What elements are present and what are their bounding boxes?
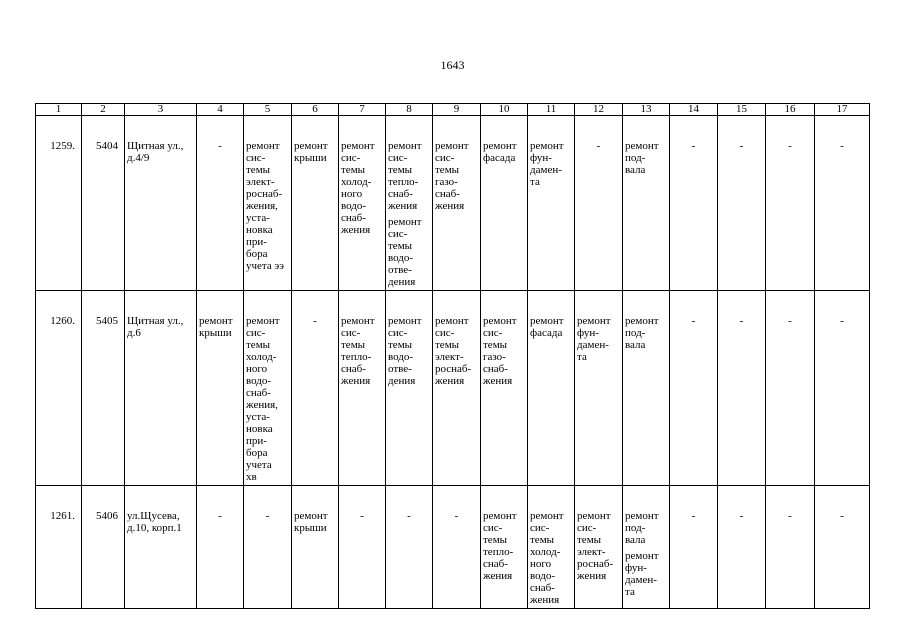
work-cell: [244, 116, 292, 291]
work-line: жения: [435, 375, 465, 387]
work-line: ремонт: [483, 140, 517, 152]
empty-cell: -: [197, 486, 244, 609]
work-cell: [481, 116, 528, 291]
work-line: темы: [530, 534, 555, 546]
work-line: дамен-: [625, 574, 657, 586]
work-line: фасада: [483, 152, 516, 164]
column-number-13: 13: [623, 104, 670, 116]
work-cell: [386, 116, 433, 291]
work-line: вала: [625, 534, 646, 546]
work-line: темы: [483, 534, 508, 546]
address-cell: [125, 116, 197, 291]
work-cell: [197, 291, 244, 486]
work-line: роснаб-: [577, 558, 614, 570]
empty-cell: -: [244, 486, 292, 609]
row-number: 1259.: [36, 116, 82, 291]
row-number: 1260.: [36, 291, 82, 486]
work-line: водо-: [388, 252, 414, 264]
empty-cell: -: [292, 291, 339, 486]
work-line: новка: [246, 224, 273, 236]
work-line: новка: [246, 423, 273, 435]
work-cell: [623, 116, 670, 291]
address-line: д.4/9: [127, 152, 150, 164]
work-cell: [528, 291, 575, 486]
work-line: ремонт: [294, 140, 328, 152]
work-line: ремонт: [294, 510, 328, 522]
column-number-16: 16: [766, 104, 815, 116]
work-line: та: [530, 176, 540, 188]
work-line: крыши: [294, 522, 327, 534]
table-row: [36, 291, 870, 486]
empty-cell: -: [339, 486, 386, 609]
work-line: жения,: [246, 399, 278, 411]
work-line: роснаб-: [435, 363, 472, 375]
work-line: жения: [341, 375, 371, 387]
work-line: уста-: [246, 411, 270, 423]
work-line: крыши: [294, 152, 327, 164]
empty-cell: -: [670, 116, 718, 291]
work-line: темы: [483, 339, 508, 351]
work-line: жения,: [246, 200, 278, 212]
work-line: бора: [246, 447, 268, 459]
work-line: отве-: [388, 264, 412, 276]
work-line: под-: [625, 327, 646, 339]
work-cell: [433, 291, 481, 486]
row-number: 1261.: [36, 486, 82, 609]
column-number-15: 15: [718, 104, 766, 116]
empty-cell: -: [766, 291, 815, 486]
page-number: 1643: [440, 58, 465, 72]
work-line: при-: [246, 435, 267, 447]
work-line: сис-: [435, 327, 455, 339]
work-line: элект-: [246, 176, 275, 188]
column-number-8: 8: [386, 104, 433, 116]
work-cell: [292, 116, 339, 291]
building-code: 5404: [82, 116, 125, 291]
work-line: снаб-: [341, 363, 366, 375]
work-line: снаб-: [388, 188, 413, 200]
work-line: вала: [625, 164, 646, 176]
empty-cell: -: [386, 486, 433, 609]
empty-cell: -: [766, 116, 815, 291]
work-line: ремонт: [577, 315, 611, 327]
work-line: ремонт: [625, 510, 659, 522]
address-line: Щитная ул.,: [127, 315, 184, 327]
work-line: ремонт: [246, 315, 280, 327]
work-line: темы: [388, 164, 413, 176]
empty-cell: -: [718, 486, 766, 609]
work-line: дения: [388, 276, 416, 288]
building-code: 5406: [82, 486, 125, 609]
work-cell: [528, 116, 575, 291]
column-number-10: 10: [481, 104, 528, 116]
work-line: темы: [435, 164, 460, 176]
work-line: ремонт: [530, 315, 564, 327]
address-cell: [125, 486, 197, 609]
work-cell: [339, 291, 386, 486]
work-line: фун-: [530, 152, 552, 164]
work-line: отве-: [388, 363, 412, 375]
empty-cell: -: [433, 486, 481, 609]
column-number-9: 9: [433, 104, 481, 116]
work-line: холод-: [246, 351, 277, 363]
work-line: темы: [388, 240, 413, 252]
empty-cell: -: [718, 291, 766, 486]
work-line: жения: [577, 570, 607, 582]
work-line: сис-: [388, 327, 408, 339]
empty-cell: -: [718, 116, 766, 291]
work-line: сис-: [435, 152, 455, 164]
work-cell: [623, 291, 670, 486]
work-line: сис-: [388, 152, 408, 164]
work-line: крыши: [199, 327, 232, 339]
column-number-6: 6: [292, 104, 339, 116]
empty-cell: -: [815, 486, 870, 609]
work-line: ремонт: [625, 550, 659, 562]
work-line: жения: [483, 375, 513, 387]
work-line: сис-: [577, 522, 597, 534]
work-line: жения: [388, 200, 418, 212]
work-line: ремонт: [199, 315, 233, 327]
work-line: тепло-: [341, 351, 372, 363]
work-line: дения: [388, 375, 416, 387]
work-line: жения: [483, 570, 513, 582]
work-line: сис-: [246, 327, 266, 339]
work-line: сис-: [483, 327, 503, 339]
work-line: ремонт: [483, 510, 517, 522]
work-line: учета ээ: [246, 260, 284, 272]
work-line: ремонт: [246, 140, 280, 152]
work-line: темы: [388, 339, 413, 351]
work-line: снаб-: [530, 582, 555, 594]
work-cell: [386, 291, 433, 486]
work-cell: [528, 486, 575, 609]
work-line: снаб-: [341, 212, 366, 224]
empty-cell: -: [670, 291, 718, 486]
column-number-14: 14: [670, 104, 718, 116]
work-line: снаб-: [483, 363, 508, 375]
work-line: дамен-: [577, 339, 609, 351]
work-line: водо-: [246, 375, 272, 387]
work-line: сис-: [483, 522, 503, 534]
work-line: бора: [246, 248, 268, 260]
work-line: ремонт: [341, 315, 375, 327]
work-line: водо-: [388, 351, 414, 363]
work-line: та: [577, 351, 587, 363]
work-line: элект-: [577, 546, 606, 558]
work-line: под-: [625, 152, 646, 164]
column-number-2: 2: [82, 104, 125, 116]
work-line: снаб-: [435, 188, 460, 200]
address-line: д.6: [127, 327, 141, 339]
empty-cell: -: [766, 486, 815, 609]
work-line: ного: [530, 558, 552, 570]
work-line: ремонт: [341, 140, 375, 152]
work-line: сис-: [530, 522, 550, 534]
empty-cell: -: [670, 486, 718, 609]
work-line: элект-: [435, 351, 464, 363]
work-cell: [575, 486, 623, 609]
work-line: холод-: [530, 546, 561, 558]
work-line: газо-: [435, 176, 458, 188]
work-line: роснаб-: [246, 188, 283, 200]
work-line: ремонт: [435, 140, 469, 152]
work-line: фасада: [530, 327, 563, 339]
work-line: ремонт: [388, 216, 422, 228]
empty-cell: -: [575, 116, 623, 291]
work-line: ремонт: [530, 140, 564, 152]
work-line: холод-: [341, 176, 372, 188]
repair-schedule-table: [35, 103, 870, 609]
column-number-5: 5: [244, 104, 292, 116]
building-code: 5405: [82, 291, 125, 486]
work-line: темы: [435, 339, 460, 351]
work-cell: [244, 291, 292, 486]
column-number-11: 11: [528, 104, 575, 116]
work-line: сис-: [246, 152, 266, 164]
work-line: тепло-: [483, 546, 514, 558]
work-line: ремонт: [483, 315, 517, 327]
work-line: темы: [341, 164, 366, 176]
work-line: ного: [341, 188, 363, 200]
work-line: дамен-: [530, 164, 562, 176]
address-line: Щитная ул.,: [127, 140, 184, 152]
work-cell: [623, 486, 670, 609]
work-line: ного: [246, 363, 268, 375]
work-line: учета: [246, 459, 272, 471]
address-line: д.10, корп.1: [127, 522, 182, 534]
column-number-1: 1: [36, 104, 82, 116]
work-cell: [481, 291, 528, 486]
work-cell: [481, 486, 528, 609]
table-row: [36, 116, 870, 291]
column-number-17: 17: [815, 104, 870, 116]
work-line: ремонт: [435, 315, 469, 327]
work-line: жения: [341, 224, 371, 236]
empty-cell: -: [815, 291, 870, 486]
work-line: уста-: [246, 212, 270, 224]
work-line: хв: [246, 471, 257, 483]
work-line: ремонт: [577, 510, 611, 522]
work-line: водо-: [530, 570, 556, 582]
work-line: ремонт: [388, 140, 422, 152]
work-cell: [433, 116, 481, 291]
work-line: сис-: [341, 152, 361, 164]
work-line: фун-: [625, 562, 647, 574]
work-line: темы: [246, 164, 271, 176]
work-line: газо-: [483, 351, 506, 363]
column-number-4: 4: [197, 104, 244, 116]
empty-cell: -: [815, 116, 870, 291]
address-cell: [125, 291, 197, 486]
empty-cell: -: [197, 116, 244, 291]
column-number-12: 12: [575, 104, 623, 116]
work-line: жения: [435, 200, 465, 212]
work-line: тепло-: [388, 176, 419, 188]
column-number-7: 7: [339, 104, 386, 116]
work-line: темы: [341, 339, 366, 351]
work-line: под-: [625, 522, 646, 534]
work-cell: [339, 116, 386, 291]
work-line: жения: [530, 594, 560, 606]
work-line: темы: [577, 534, 602, 546]
address-line: ул.Щусева,: [127, 510, 180, 522]
work-line: вала: [625, 339, 646, 351]
work-line: ремонт: [388, 315, 422, 327]
header-row: [36, 104, 870, 116]
work-cell: [575, 291, 623, 486]
work-line: ремонт: [625, 315, 659, 327]
work-line: та: [625, 586, 635, 598]
work-line: при-: [246, 236, 267, 248]
work-line: снаб-: [246, 387, 271, 399]
table-row: [36, 486, 870, 609]
work-line: ремонт: [625, 140, 659, 152]
work-cell: [292, 486, 339, 609]
work-line: снаб-: [483, 558, 508, 570]
work-line: сис-: [341, 327, 361, 339]
work-line: ремонт: [530, 510, 564, 522]
work-line: темы: [246, 339, 271, 351]
work-line: сис-: [388, 228, 408, 240]
work-line: водо-: [341, 200, 367, 212]
work-line: фун-: [577, 327, 599, 339]
column-number-3: 3: [125, 104, 197, 116]
